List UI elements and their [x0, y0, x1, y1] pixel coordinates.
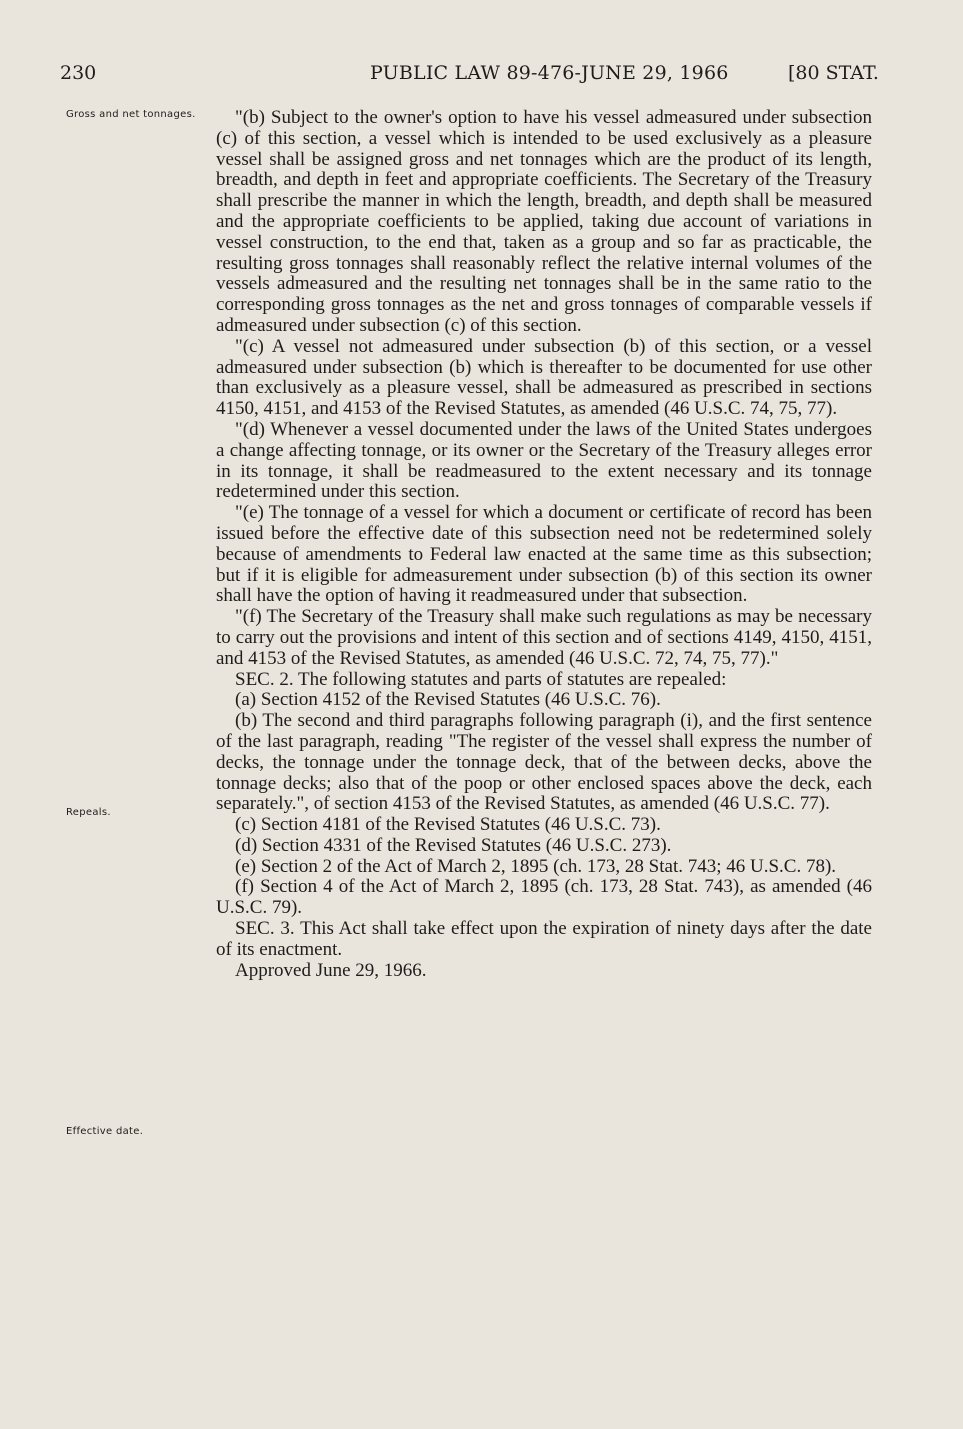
paragraph-repeal-a: (a) Section 4152 of the Revised Statutes (46 U.S.C. 76). [235, 689, 661, 711]
page-number: 230 [60, 62, 97, 84]
paragraph-repeal-e: (e) Section 2 of the Act of March 2, 1895 (ch. 173, 28 Stat. 743; 46 U.S.C. 78). [235, 855, 837, 877]
margin-note-repeals: Repeals. [66, 807, 111, 818]
paragraph-repeal-f: (f) Section 4 of the Act of March 2, 1895 (ch. 173, 28 Stat. 743), as amended (46 U.S.C. 79). [216, 876, 872, 919]
page-header [0, 62, 963, 90]
paragraph-repeal-d: (d) Section 4331 of the Revised Statutes (46 U.S.C. 273). [235, 834, 672, 856]
paragraph-repeal-b: (b) The second and third paragraphs following paragraph (i), and the first sentence of the last paragraph, reading "The register of the vessel shall express the number of decks, the tonnage under the tonnage deck, that of the between decks, above the tonnage decks; also that of the poop or other enclosed spaces above the deck, each separately.", of section 4153 of the Revised Statutes, as amended (46 U.S.C. 77). [216, 710, 872, 815]
paragraph-subsection-d: "(d) Whenever a vessel documented under the laws of the United States undergoes a change affecting tonnage, or its owner or the Secretary of the Treasury alleges error in its tonnage, it shall be readmeasured to the extent necessary and its tonnage redetermined under this section. [216, 418, 872, 503]
paragraph-subsection-b: "(b) Subject to the owner's option to have his vessel admeasured under subsection (c) of this section, a vessel which is intended to be used exclusively as a pleasure vessel shall be assigned gross and net tonnages which are the product of its length, breadth, and depth in feet and appropriate coefficients. The Secretary of the Treasury shall prescribe the manner in which the length, breadth, and depth shall be measured and the appropriate coefficients to be applied, taking due account of variations in vessel construction, to the end that, taken as a group and so far as practicable, the resulting gross tonnages shall reasonably reflect the relative internal volumes of the vessels admeasured and the resulting net tonnages shall be in the same ratio to the corresponding gross tonnages as the net and gross tonnages of comparable vessels if admeasured under subsection (c) of this section. [216, 107, 872, 336]
body-text [216, 108, 872, 981]
paragraph-subsection-f: "(f) The Secretary of the Treasury shall make such regulations as may be necessary to carry out the provisions and intent of this section and of sections 4149, 4150, 4151, and 4153 of the Revised Statutes, as amended (46 U.S.C. 72, 74, 75, 77)." [216, 606, 872, 669]
margin-note-gross-net-tonnages: Gross and net tonnages. [66, 109, 196, 120]
paragraph-section-2: SEC. 2. The following statutes and parts of statutes are repealed: [235, 668, 727, 690]
paragraph-section-3: SEC. 3. This Act shall take effect upon the expiration of ninety days after the date of its enactment. [216, 918, 872, 960]
paragraph-subsection-c: "(c) A vessel not admeasured under subsection (b) of this section, or a vessel admeasured under subsection (b) which is thereafter to be documented for use other than exclusively as a pleasure vessel, shall be admeasured as prescribed in sections 4150, 4151, and 4153 of the Revised Statutes, as amended (46 U.S.C. 74, 75, 77). [216, 335, 872, 420]
paragraph-repeal-c: (c) Section 4181 of the Revised Statutes (46 U.S.C. 73). [235, 814, 661, 836]
running-head: PUBLIC LAW 89-476-JUNE 29, 1966 [370, 62, 729, 84]
approval-line: Approved June 29, 1966. [235, 959, 427, 981]
statute-volume: [80 STAT. [788, 62, 879, 84]
margin-note-effective-date: Effective date. [66, 1126, 144, 1137]
paragraph-subsection-e: "(e) The tonnage of a vessel for which a document or certificate of record has been issued before the effective date of this subsection need not be redetermined solely because of amendments to Federal law enacted at the same time as this subsection; but if it is eligible for admeasurement under subsection (b) of this section its owner shall have the option of having it readmeasured under that subsection. [216, 502, 872, 607]
